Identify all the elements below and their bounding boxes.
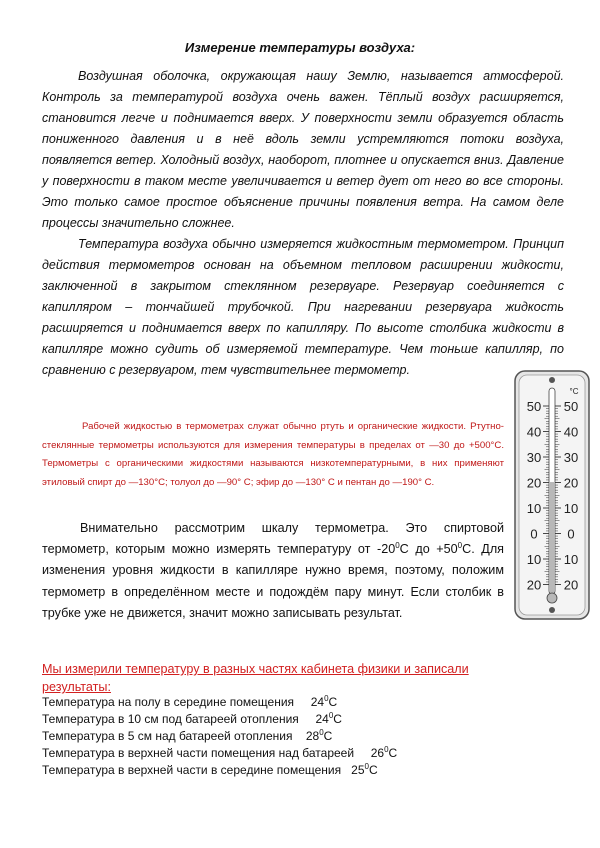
hanging-hole (549, 607, 555, 613)
result-item: Температура в верхней части помещения над батареей $26^0С$ (42, 745, 398, 760)
degree-sup: 0 (457, 541, 463, 551)
paragraph-thermometer-principle-tail: Чем тоньше капилляр, по сравнению с резервуаром, тем чувствительнее термометр. (42, 342, 564, 377)
red-note-liquids: Рабочей жидкостью в термометрах служат обычно ртуть и органические жидкости. Ртутно-стеклянные термометры используются для измерения температуры в пределах от —30 до +500°С. Термометры с органическими жидкостями называются низкотемпературными, в них применяют этиловый спирт до —130°С; толуол до —90° С; эфир до —130° С и пентан до —190° С. (42, 421, 504, 488)
scale-text-b: С до +50 (399, 542, 458, 557)
result-item: Температура в 10 см под батареей отопления $24^0С$ (42, 711, 342, 726)
scale-label-left: 50 (526, 399, 542, 414)
degree-sup: 0 (395, 541, 400, 551)
paragraph-thermometer-principle (42, 234, 564, 381)
scale-label-left: 10 (526, 552, 542, 567)
scale-label-left: 30 (526, 450, 542, 465)
scale-label-left: 20 (526, 475, 542, 491)
scale-label-left: 40 (526, 424, 542, 440)
results-title: Мы измерили температуру в разных частях кабинета физики и записали результаты: (42, 662, 469, 694)
results-list (42, 694, 397, 779)
scale-label-right: 20 (563, 475, 579, 491)
unit-label: °C (569, 387, 579, 396)
paragraph-atmosphere: Воздушная оболочка, окружающая нашу Землю, называется атмосферой. Контроль за температурой воздуха очень важен. Тёплый воздух расширяется, становится легче и поднимается вверх. У поверхности земли образуется область пониженного давления и в неё вдоль земли устремляются потоки воздуха, появляется ветер. Холодный воздух, наоборот, плотнее и опускается вниз. Давление у поверхности в таком месте увеличивается и ветер дует от него во все стороны. Это только самое простое объяснение причины появления ветра. На самом деле процессы значительно сложнее. (42, 69, 564, 230)
scale-text-a: Внимательно рассмотрим шкалу термометра. Это спиртовой термометр, которым можно измерять температуру от -20 (42, 521, 504, 557)
paragraph-thermometer-principle-main: Температура воздуха обычно измеряется жидкостным термометром. Принцип действия термометров основан на объемном тепловом расширении жидкости, заключенной в закрытом стеклянном резервуаре. Резервуар соединяется с капилляром – тончайшей трубочкой. При нагревании резервуара жидкость расширяется и поднимается вверх по капилляру. По высоте столбика жидкости в капилляре можно судить об измеряемой температуре. (42, 237, 564, 356)
hanging-hole (549, 377, 555, 383)
reservoir-bulb (547, 593, 557, 603)
scale-label-left: 0 (530, 526, 538, 542)
scale-label-right: 50 (563, 399, 579, 414)
scale-label-right: 10 (563, 552, 579, 567)
scale-label-right: 40 (563, 424, 579, 440)
scale-label-right: 10 (563, 501, 579, 516)
scale-label-left: 10 (526, 501, 542, 516)
scale-text-c: С. Для изменения уровня жидкости в капилляре нужно время, поэтому, положим термометр в определённом месте и подождём пару минут. Если столбик в трубке уже не движется, значит можно записывать результат. (42, 542, 505, 620)
paragraph-scale (42, 518, 504, 624)
liquid-column (550, 482, 554, 594)
scale-label-right: 30 (563, 450, 579, 465)
scale-label-left: 20 (526, 577, 542, 593)
result-item: Температура на полу в середине помещения $24^0С$ (42, 694, 338, 709)
result-item: Температура в верхней части в середине помещения $25^0С$ (42, 762, 378, 777)
result-item: Температура в 5 см над батареей отопления $28^0С$ (42, 728, 333, 743)
scale-label-right: 20 (563, 577, 579, 593)
page-title: Измерение температуры воздуха: (184, 40, 416, 55)
scale-label-right: 0 (567, 526, 575, 542)
thermometer-illustration (514, 370, 590, 620)
